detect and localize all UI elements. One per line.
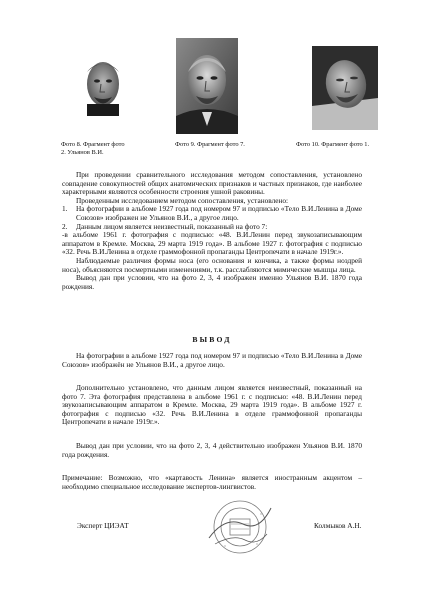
finding-paragraph-1: При проведении сравнительного исследования методом сопоставления, установлено совпадение совокупностей общих анатомических признаков и частных признаков, где наиболее характерными являются особенности строения ушной раковины. [62, 170, 362, 197]
findings-section [62, 171, 362, 291]
finding-item-1-number: 1. [62, 204, 68, 214]
finding-item-1 [62, 205, 362, 222]
signature-right: Колмыков А.Н. [314, 521, 362, 530]
stamp-seal [205, 494, 275, 560]
conclusion-paragraph-2: Дополнительно установлено, что данным лицом является неизвестный, показанный на фото 7. Эта фотография представлена в альбоме 1961 г. с подписью: «48. В.И.Ленин перед звукозаписывающим аппаратом в Кремле. Москва, 29 марта 1919 года». В альбоме 1927 г. фотография с подписью «32. Речь В.И.Ленина в отделе граммофонной пропаганды Центропечати в начале 1919г.». [62, 383, 362, 427]
photo-8-portrait [79, 54, 127, 116]
finding-paragraph-3: Наблюдаемые различия формы носа (его основания и кончика, а также формы ноздрей носа), объясняются посмертными изменениями, т.к. расслабляются мимические мышцы лица. [62, 255, 362, 274]
photo-9-image [176, 38, 238, 134]
conclusion-paragraph-1: На фотографии в альбоме 1927 года под номером 97 и подписью «Тело В.И.Ленина в Доме Союзов» изображён не Ульянов В.И., а другое лицо. [62, 351, 362, 369]
photo-8-image [79, 54, 127, 116]
photo-8-caption: Фото 8. Фрагмент фото 2. Ульянов В.И. [61, 141, 125, 156]
finding-paragraph-4: Вывод дан при условии, что на фото 2, 3, 4 изображен именно Ульянов В.И. 1870 года рождения. [62, 273, 362, 291]
finding-item-2-detail: -в альбоме 1961 г. фотография с подписью: «48. В.И.Ленин перед звукозаписывающим аппаратом в Кремле. Москва, 29 марта 1919 года». В альбоме 1927 г. фотография с подписью «32. Речь В.И.Ленина в отделе граммофонной пропаганды Центропечати в начале 1919г.». [62, 230, 362, 257]
signature-left: Эксперт ЦИЭАТ [77, 521, 129, 530]
conclusion-note: Примечание: Возможно, что «картавость Ленина» является иностранным акцентом – необходимо специальное исследование экспертов-лингвистов. [62, 473, 362, 491]
photo-10-portrait [312, 46, 378, 130]
photo-9-portrait [176, 38, 238, 134]
finding-item-1-text: На фотографии в альбоме 1927 года под номером 97 и подписью «Тело В.И.Ленина в Доме Союзов» изображен не Ульянов В.И., а другое лицо. [76, 204, 362, 222]
photo-9-caption: Фото 9. Фрагмент фото 7. [175, 141, 245, 148]
finding-paragraph-2: Проведенным исследованием методом сопоставления, установлено: [76, 195, 289, 205]
photo-10-image [312, 46, 378, 130]
finding-item-2-number: 2. [62, 221, 68, 231]
conclusion-title: ВЫВОД [192, 335, 232, 344]
photo-10-caption: Фото 10. Фрагмент фото 1. [296, 141, 370, 148]
conclusion-paragraph-3: Вывод дан при условии, что на фото 2, 3, 4 действительно изображен Ульянов В.И. 1870 года рождения. [62, 441, 362, 459]
finding-item-2-text: Данным лицом является неизвестный, показанный на фото 7: [76, 221, 268, 231]
